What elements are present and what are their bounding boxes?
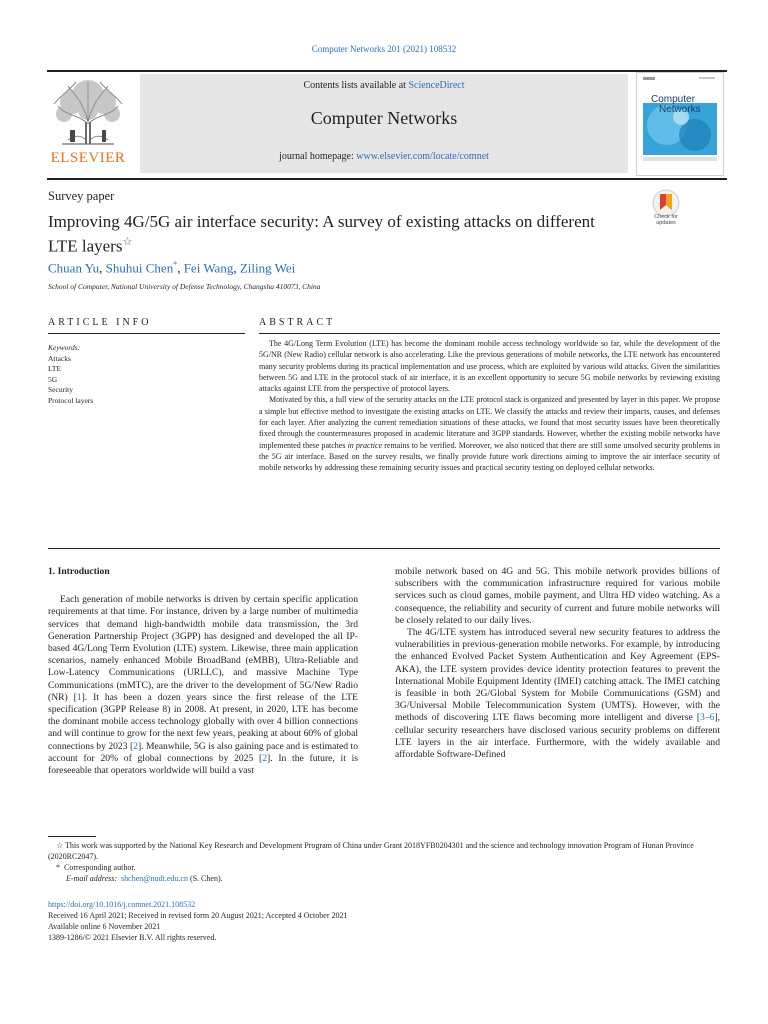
contents-line: [140, 80, 628, 91]
author-separator: ,: [99, 260, 106, 276]
article-type: Survey paper: [48, 189, 115, 203]
contents-prefix: Contents lists available at: [303, 80, 409, 91]
author-name[interactable]: Fei Wang: [183, 260, 234, 276]
email-label: E-mail address:: [66, 874, 118, 883]
cover-title-line-1: Computer: [651, 94, 695, 105]
homepage-prefix: journal homepage:: [279, 151, 357, 162]
doi-link[interactable]: https://doi.org/10.1016/j.comnet.2021.108532: [48, 900, 196, 909]
keyword: Attacks: [48, 353, 71, 363]
footnote-rule: [48, 836, 96, 837]
intro-text: ]. Meanwhile, 5G is also gaining pace and is estimated to account for 20% of global connections by 2025 [: [48, 740, 358, 764]
keyword: Protocol layers: [48, 395, 94, 405]
corresponding-mark: *: [56, 863, 60, 872]
intro-text: Each generation of mobile networks is driven by certain specific application requirements at that time. For instance, driven by a large number of multimedia services that demand high-bandwidth mobile data transmission, the 3rd Generation Partnership Project (3GPP) has designed and developed the all IP-based 4G/Long Term Evolution (LTE) system. Likewise, three main application scenarios, namely enhanced Mobile BroadBand (eMBB), Ultra-Reliable and Low-Latency Communications (URLLC), and massive Machine Type Communications (mMTC), are the driver to the development of 5G/New Radio (NR) [: [48, 594, 358, 703]
article-title-text: Improving 4G/5G air interface security: A survey of existing attacks on different LTE layers: [48, 212, 595, 256]
body-left-column: [48, 566, 358, 777]
author-name[interactable]: Ziling Wei: [239, 260, 296, 276]
publication-info: [48, 899, 720, 943]
abstract-bottom-rule: [48, 548, 720, 549]
keyword: Security: [48, 385, 73, 394]
journal-name: Computer Networks: [310, 108, 458, 128]
author-separator: ,: [233, 260, 240, 276]
abstract-p2-text: Motivated by this, a full view of the security attacks on the LTE protocol stack is organized and presented by layer in this paper. We propose a simple but effective method to investigate the existing attacks on LTE. We classify the attacks and review their impacts, causes, and defenses for each layer. After analyzing the current remediation situations of these attacks, we found that most security issues have been theoretically fixed through the countermeasures proposed in academic literature and 3GPP standards. However, whether the existing mobile networks have implemented these patches: [259, 395, 720, 450]
author-separator: ,: [177, 260, 184, 276]
available-online: Available online 6 November 2021: [48, 922, 161, 931]
section-heading-introduction: 1. Introduction: [48, 566, 110, 577]
abstract-paragraph-2: [259, 394, 720, 473]
abstract-p2-text: remains to be verified. Moreover, we also noticed that there are still some unsolved security problems in the 5G air interface. Based on the survey results, we finally provide future work directions aiming to improve the air interface security of mobile networks by addressing these remaining security issues and practical security testing on deployed cellular networks.: [259, 440, 720, 473]
author-name[interactable]: Chuan Yu: [48, 260, 100, 276]
author-name[interactable]: Shuhui Chen: [105, 260, 174, 276]
funding-footnote: [48, 840, 720, 862]
corresponding-text: Corresponding author.: [64, 863, 136, 872]
affiliation: School of Computer, National University of Defense Technology, Changsha 410073, China: [48, 282, 321, 291]
elsevier-wordmark: ELSEVIER: [50, 150, 126, 166]
abstract-heading: ABSTRACT: [259, 317, 336, 328]
intro-text: The 4G/LTE system has introduced several new security features to address the vulnerabilities in previous-generation mobile networks. For example, by introducing the enhanced Evolved Packet System Authentication and Key Agreement (EPS-AKA), the LTE system provides device identity protection features to prevent the International Mobile Equipment Identity (IMEI) catching attack. The IMEI catching is feasible in both 2G/Global System for Mobile Communications (GSM) and 3G/Universal Mobile Telecommunication System (UMTS). However, with the methods of discovering LTE flaws becoming more intelligent and diverse [: [395, 627, 720, 724]
keywords-block: [48, 343, 93, 406]
keyword: LTE: [48, 364, 62, 373]
intro-text: ], cellular security researchers have disclosed various security problems on different LTE layers in the air interface. Furthermore, with the widely available and affordable Software-Defined: [395, 712, 720, 761]
email-footnote: [48, 873, 720, 884]
reference-link[interactable]: 3–6: [700, 712, 715, 724]
intro-paragraph-2: [395, 627, 720, 761]
author-list: [48, 260, 295, 276]
journal-cover-art: [637, 73, 723, 175]
journal-cover-thumbnail[interactable]: [636, 72, 724, 176]
intro-text: ]. It has been a dozen years since the first release of the LTE specification (3GPP Release 8) in 2008. At present, in 2020, LTE has become the dominant mobile access technology globally with over 4 billion connections and will continue to grow for the next few years, peaking at about 60% of global connections by 2023 [: [48, 691, 358, 752]
homepage-link[interactable]: www.elsevier.com/locate/comnet: [356, 151, 489, 162]
corresponding-footnote: [48, 862, 720, 873]
email-link[interactable]: shchen@nudt.edu.cn: [121, 874, 188, 883]
funding-footnote-mark: ☆: [56, 841, 64, 850]
article-info-heading: ARTICLE INFO: [48, 317, 152, 328]
abstract-paragraph-1: The 4G/Long Term Evolution (LTE) has become the dominant mobile access technology worldwide so far, while the development of the 5G/NR (New Radio) cellular network is also accelerating. Like the previous generations of mobile networks, the LTE network has encountered many security problems during its practical implementation and use process, which are exploited by various wild attacks. Given the similarities between 5G and LTE in the protocol stack of air interface, it is an excellent opportunity to secure 5G mobile networks by reviewing existing attacks against LTE from the perspective of protocol layers.: [259, 339, 720, 394]
check-updates-line-1: Check for: [654, 214, 678, 220]
reference-link[interactable]: 2: [133, 740, 138, 752]
abstract-p2-italic: in practice: [347, 440, 383, 450]
keyword: 5G: [48, 374, 58, 384]
body-right-column: [395, 566, 720, 761]
reference-link[interactable]: 2: [262, 752, 268, 764]
journal-citation[interactable]: Computer Networks 201 (2021) 108532: [311, 44, 457, 54]
sciencedirect-link[interactable]: ScienceDirect: [408, 80, 465, 91]
intro-paragraph-cont: mobile network based on 4G and 5G. This mobile network provides billions of subscribers with the communication infrastructure required for various mobile services such as cloud games, mobile payment, and Ultra HD video watching. As a consequence, the reliability and security of current and future mobile networks will be closely related to our daily lives.: [395, 566, 720, 626]
funding-text: This work was supported by the National Key Research and Development Program of China under Grant 2018YFB0204301 and the science and technology innovation Program of Hunan Province (2020RC2047).: [48, 841, 694, 861]
footnotes: [48, 840, 720, 884]
abstract-rule: [259, 333, 720, 334]
intro-paragraph-1: [48, 594, 358, 777]
title-footnote-mark[interactable]: ☆: [122, 236, 133, 248]
cover-title: [651, 95, 701, 115]
article-title: [48, 211, 608, 257]
header-top-rule: [47, 70, 727, 72]
check-updates-label: [644, 214, 688, 226]
email-suffix: (S. Chen).: [187, 874, 223, 883]
keywords-label: Keywords:: [48, 343, 81, 352]
copyright: 1389-1286/© 2021 Elsevier B.V. All rights reserved.: [48, 933, 217, 942]
abstract-text: [259, 338, 720, 474]
received-dates: Received 16 April 2021; Received in revised form 20 August 2021; Accepted 4 October 2021: [48, 911, 348, 920]
reference-link[interactable]: 1: [76, 691, 82, 703]
check-updates-line-2: updates: [656, 220, 676, 226]
check-for-updates-badge[interactable]: [644, 188, 688, 232]
corresponding-author-mark[interactable]: *: [173, 260, 178, 269]
cover-title-line-2: Networks: [659, 104, 701, 115]
intro-text: ]. In the future, it is foreseeable that operators worldwide will build a vast: [48, 752, 359, 777]
journal-homepage: [140, 151, 628, 162]
header-bottom-rule: [47, 178, 727, 180]
article-info-rule: [48, 333, 245, 334]
